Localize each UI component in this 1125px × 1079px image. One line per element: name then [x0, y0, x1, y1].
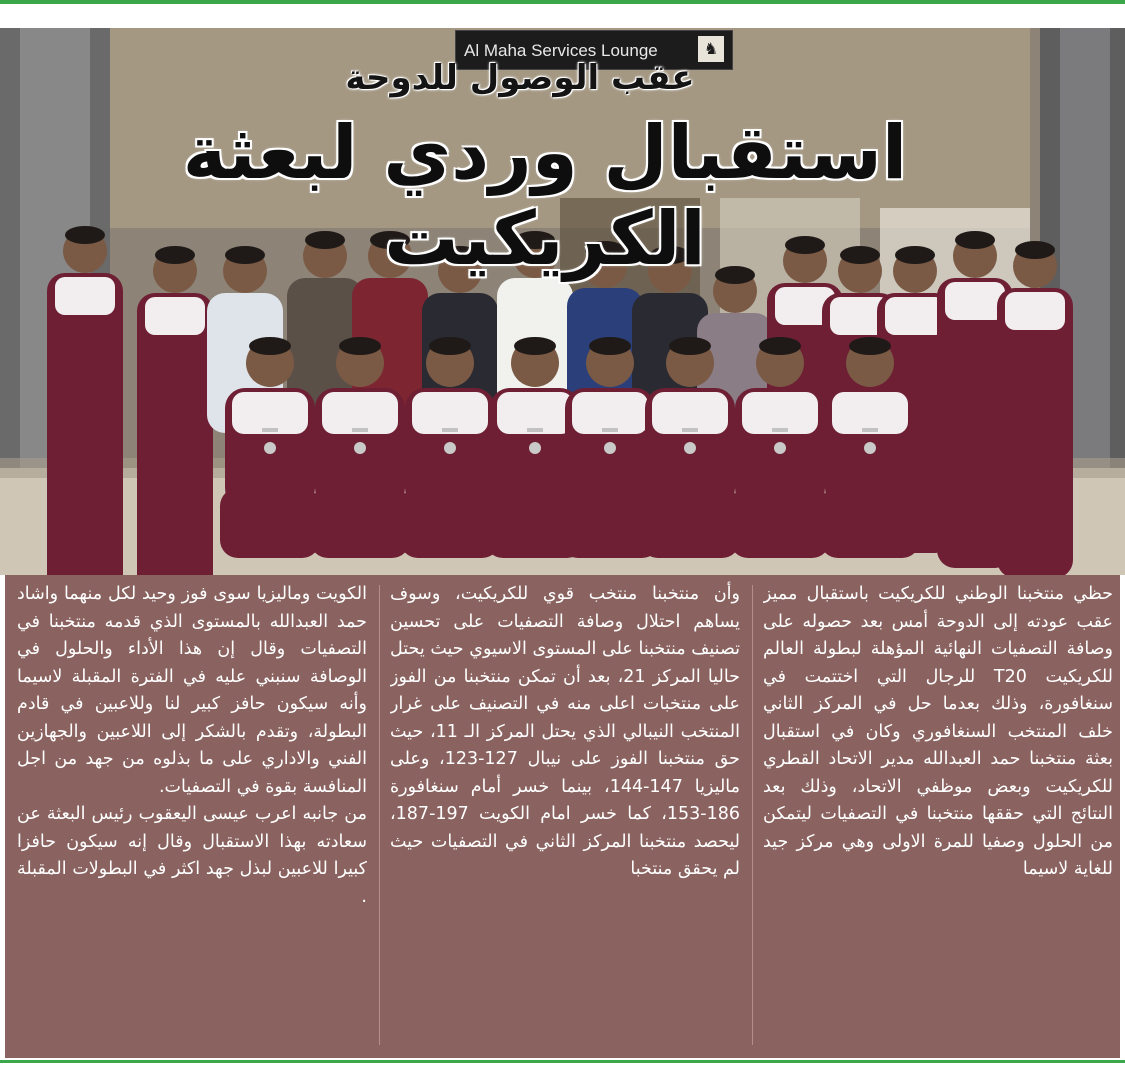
bottom-green-rule: [0, 1060, 1125, 1063]
article-paragraph: من جانبه اعرب عيسى اليعقوب رئيس البعثة عن سعادته بهذا الاستقبال وقال إنه سيكون حافزا كبيرا للاعبين لبذل جهد اكثر في البطولات المقبلة .: [17, 804, 367, 907]
column-divider: [379, 585, 380, 1045]
lounge-logo-icon: ♞: [698, 36, 724, 62]
article-column-left: [17, 581, 367, 1051]
lounge-sign-text: Al Maha Services Lounge: [464, 41, 658, 60]
article-paragraph: الكويت وماليزيا سوى فوز وحيد لكل منهما واشاد حمد العبدالله بالمستوى الذي قدمه منتخبنا في التصفيات وقال إن هذا الأداء والحلول في الوصافة سنبني عليه في الفترة المقبلة لاسيما وأنه سيكون حافز كبير لنا وللاعبين في قادم البطولة، وتقدم بالشكر إلى اللاعبين والجهازين الفني والاداري على ما بذلوه من جهد من اجل المنافسة بقوة في التصفيات.: [17, 584, 367, 797]
team-photo: [0, 28, 1125, 575]
article-body: [5, 575, 1120, 1058]
main-headline: استقبال وردي لبعثة الكريكيت: [182, 110, 908, 282]
column-divider: [752, 585, 753, 1045]
newspaper-clipping: [0, 28, 1125, 1058]
article-paragraph: وأن منتخبنا منتخب قوي للكريكيت، وسوف يساهم احتلال وصافة التصفيات على تحسين تصنيف منتخبنا على المستوى الاسيوي حيث يحتل حاليا المركز 21، بعد أن تمكن منتخبنا من الفوز على منتخبات اعلى منه في التصنيف على غرار المنتخب النيبالي الذي يحتل المركز الـ 11، حيث حق منتخبنا الفوز على نيبال 127-123، وعلى ماليزيا 147-144، بينما خسر أمام سنغافورة 186-153، كما خسر امام الكويت 197-187، ليحصد منتخبنا المركز الثاني في التصفيات حيث لم يحقق منتخبا: [390, 584, 740, 879]
article-paragraph: حظي منتخبنا الوطني للكريكيت باستقبال مميز عقب عودته إلى الدوحة أمس بعد حصوله على وصافة التصفيات النهائية المؤهلة لبطولة العالم للكريكيت T20 للرجال التي اختتمت في سنغافورة، وذلك بعدما حل في المركز الثاني خلف المنتخب السنغافوري وكان في استقبال بعثة منتخبنا حمد العبدالله مدير الاتحاد القطري للكريكيت وبعض موظفي الاتحاد، وذلك بعد النتائج التي حققها منتخبنا في التصفيات ليتمكن من الحلول وصفيا للمرة الاولى وهي مركز جيد للغاية لاسيما: [763, 584, 1113, 879]
kicker-headline: عقب الوصول للدوحة: [345, 58, 695, 98]
top-green-rule: [0, 0, 1125, 4]
article-column-right: [763, 581, 1113, 1051]
article-column-middle: [390, 581, 740, 1051]
